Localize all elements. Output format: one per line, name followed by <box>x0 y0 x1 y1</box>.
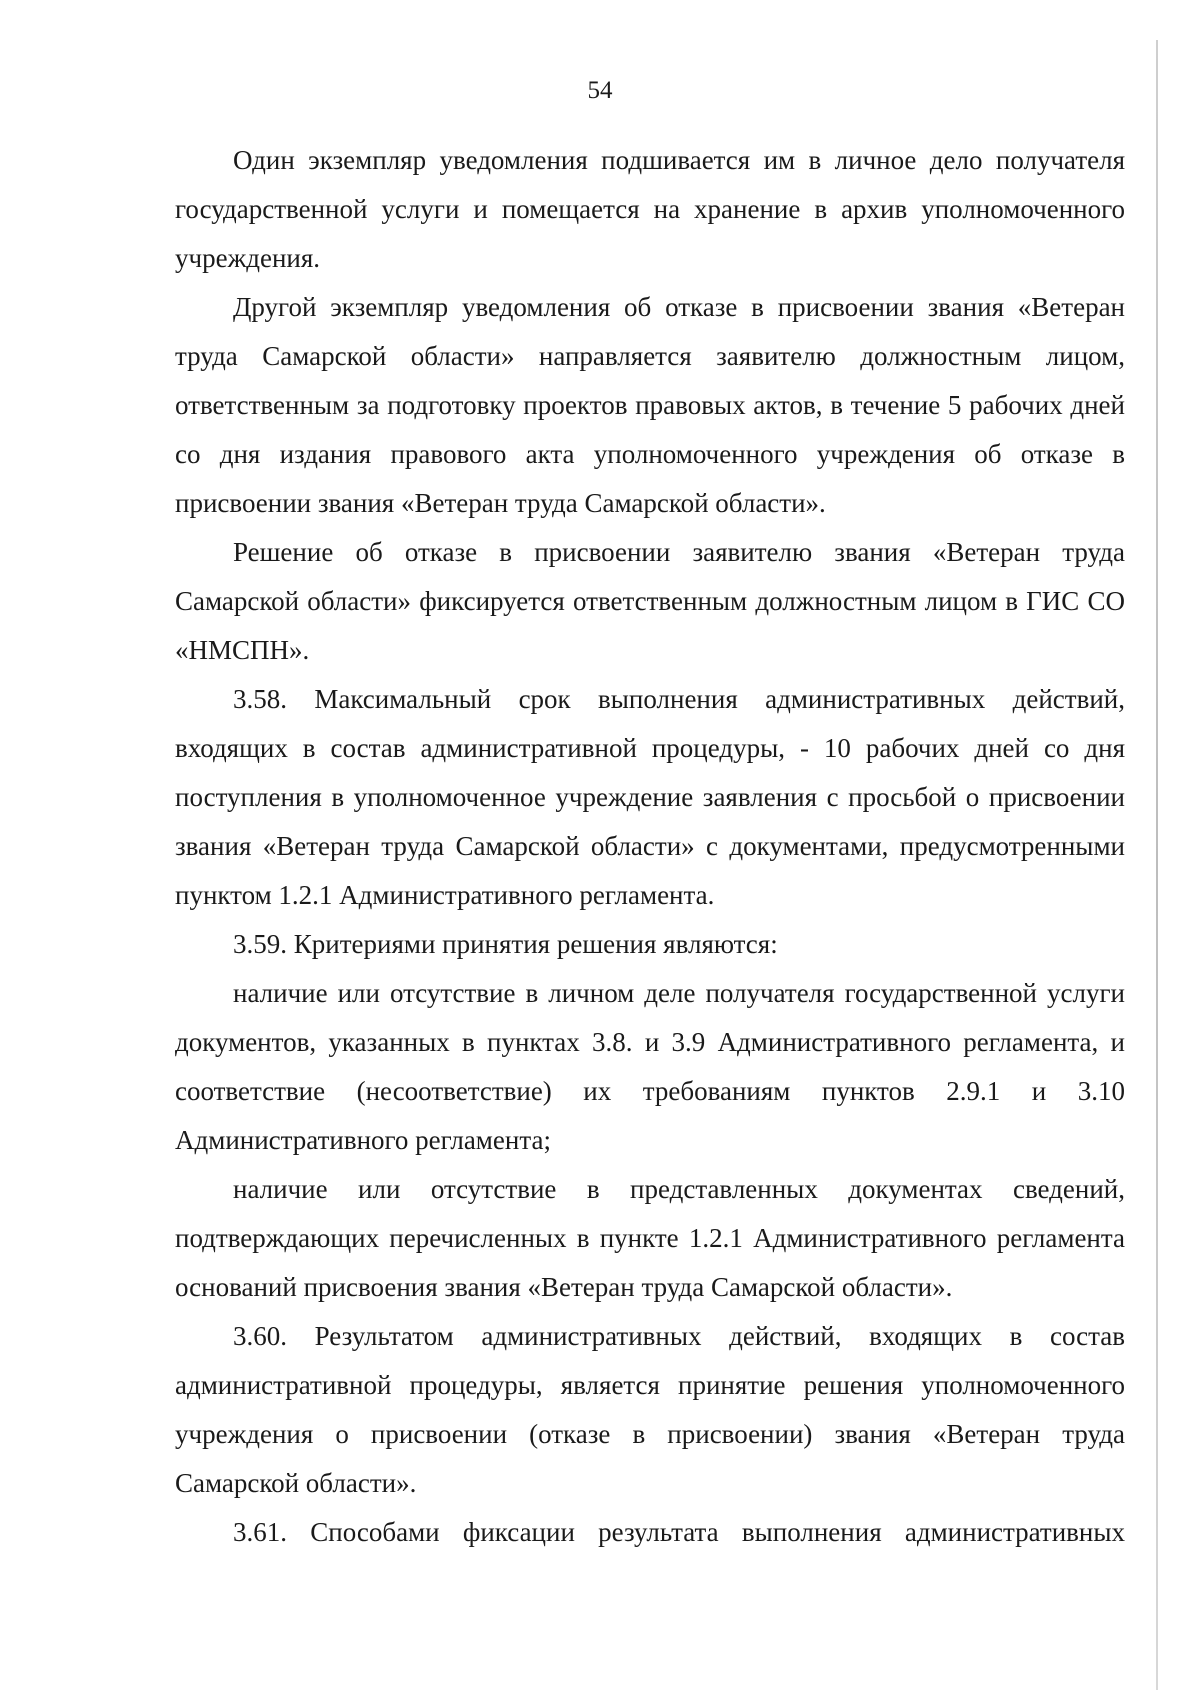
paragraph-3-58: 3.58. Максимальный срок выполнения административных действий, входящих в состав административной процедуры, - 10 рабочих дней со дня поступления в уполномоченное учреждение заявления с просьбой о присвоении звания «Ветеран труда Самарской области» с документами, предусмотренными пунктом 1.2.1 Административного регламента. <box>175 684 1125 910</box>
paragraph-2: Другой экземпляр уведомления об отказе в присвоении звания «Ветеран труда Самарской области» направляется заявителю должностным лицом, ответственным за подготовку проектов правовых актов, в течение 5 рабочих дней со дня издания правового акта уполномоченного учреждения об отказе в присвоении звания «Ветеран труда Самарской области». <box>175 292 1125 518</box>
paragraph-1: Один экземпляр уведомления подшивается им в личное дело получателя государственной услуги и помещается на хранение в архив уполномоченного учреждения. <box>175 145 1125 273</box>
page-number: 54 <box>587 77 613 104</box>
scan-edge-line <box>1156 40 1158 1690</box>
paragraph-criterion-1: наличие или отсутствие в личном деле получателя государственной услуги документов, указанных в пунктах 3.8. и 3.9 Административного регламента, и соответствие (несоответствие) их требованиям пунктов 2.9.1 и 3.10 Административного регламента; <box>175 978 1125 1155</box>
paragraph-criterion-2: наличие или отсутствие в представленных документах сведений, подтверждающих перечисленных в пункте 1.2.1 Административного регламента оснований присвоения звания «Ветеран труда Самарской области». <box>175 1174 1125 1302</box>
paragraph-3-59: 3.59. Критериями принятия решения являются: <box>233 929 778 959</box>
paragraph-3-60: 3.60. Результатом административных действий, входящих в состав административной процедуры, является принятие решения уполномоченного учреждения о присвоении (отказе в присвоении) звания «Ветеран труда Самарской области». <box>175 1321 1125 1498</box>
paragraph-3-61: 3.61. Способами фиксации результата выполнения административных <box>233 1517 1125 1547</box>
paragraph-3: Решение об отказе в присвоении заявителю звания «Ветеран труда Самарской области» фиксируется ответственным должностным лицом в ГИС СО «НМСПН». <box>175 537 1125 665</box>
document-body <box>175 136 1125 1557</box>
